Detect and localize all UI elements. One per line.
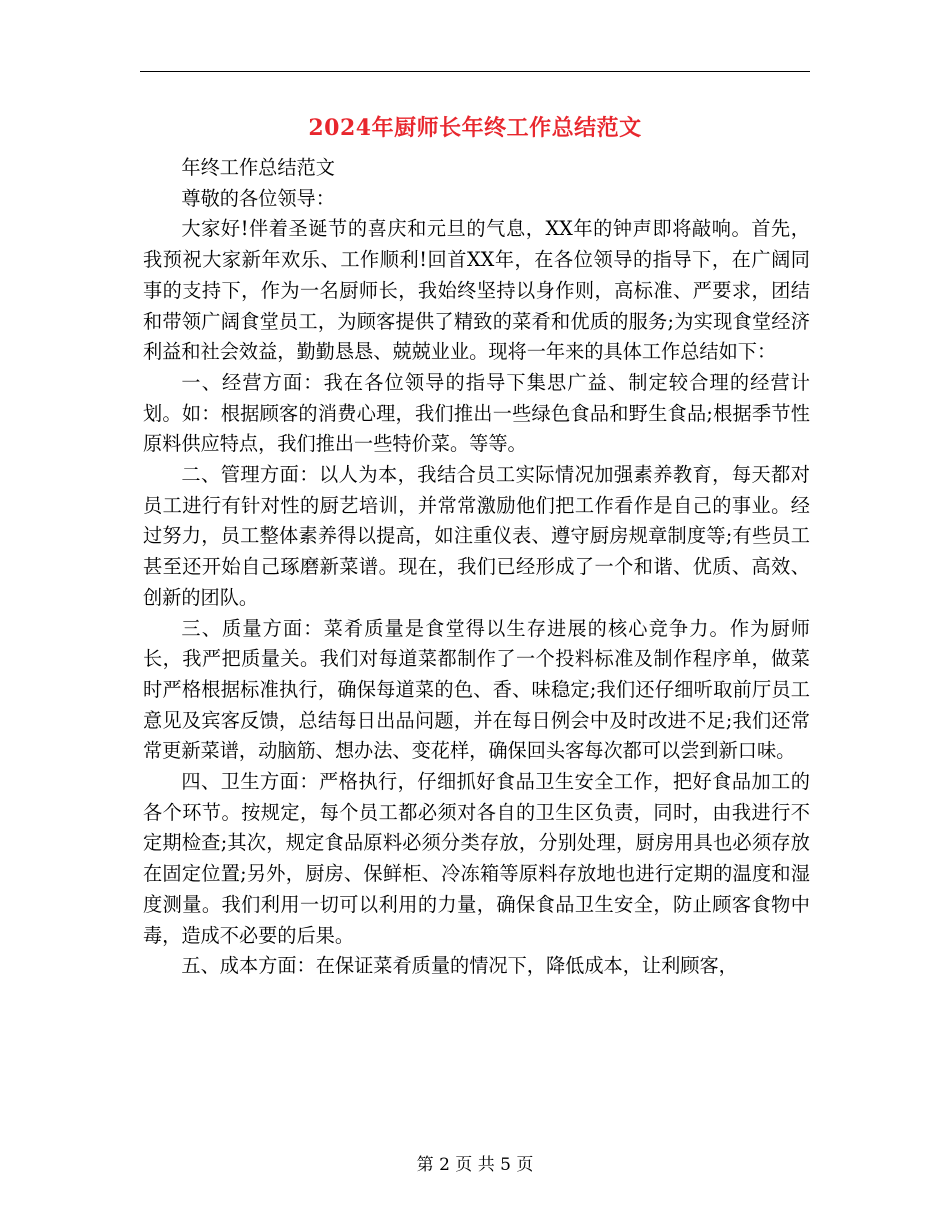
paragraph-heading: 年终工作总结范文 bbox=[181, 156, 335, 179]
page-number: 第 2 页 共 5 页 bbox=[416, 1155, 534, 1175]
paragraph-salutation: 尊敬的各位领导： bbox=[181, 186, 335, 210]
document-body bbox=[143, 153, 810, 982]
paragraph-intro: 大家好!伴着圣诞节的喜庆和元旦的气息，XX年的钟声即将敲响。首先，我预祝大家新年欢乐、工作顺利!回首XX年，在各位领导的指导下，在广阔同事的支持下，作为一名厨师长，我始终坚持以身作则，高标准、严要求，团结和带领广阔食堂员工，为顾客提供了精致的菜肴和优质的服务;为实现食堂经济利益和社会效益，勤勤恳恳、兢兢业业。现将一年来的具体工作总结如下： bbox=[143, 217, 810, 364]
header-rule bbox=[140, 71, 810, 72]
paragraph-hygiene: 四、卫生方面：严格执行，仔细抓好食品卫生安全工作，把好食品加工的各个环节。按规定，每个员工都必须对各自的卫生区负责，同时，由我进行不定期检查;其次，规定食品原料必须分类存放，分别处理，厨房用具也必须存放在固定位置;另外，厨房、保鲜柜、冷冻箱等原料存放地也进行定期的温度和湿度测量。我们利用一切可以利用的力量，确保食品卫生安全，防止顾客食物中毒，造成不必要的后果。 bbox=[143, 770, 810, 947]
paragraph-management: 二、管理方面：以人为本，我结合员工实际情况加强素养教育，每天都对员工进行有针对性的厨艺培训，并常常激励他们把工作看作是自己的事业。经过努力，员工整体素养得以提高，如注重仪表、遵守厨房规章制度等;有些员工甚至还开始自己琢磨新菜谱。现在，我们已经形成了一个和谐、优质、高效、创新的团队。 bbox=[143, 463, 810, 609]
document-title: 2024年厨师长年终工作总结范文 bbox=[308, 115, 642, 141]
paragraph-operations: 一、经营方面：我在各位领导的指导下集思广益、制定较合理的经营计划。如：根据顾客的消费心理，我们推出一些绿色食品和野生食品;根据季节性原料供应特点，我们推出一些特价菜。等等。 bbox=[143, 370, 810, 456]
paragraph-quality: 三、质量方面：菜肴质量是食堂得以生存进展的核心竞争力。作为厨师长，我严把质量关。我们对每道菜都制作了一个投料标准及制作程序单，做菜时严格根据标准执行，确保每道菜的色、香、味稳定;我们还仔细听取前厅员工意见及宾客反馈，总结每日出品问题，并在每日例会中及时改进不足;我们还常常更新菜谱，动脑筋、想办法、变花样，确保回头客每次都可以尝到新口味。 bbox=[143, 616, 810, 763]
paragraph-cost: 五、成本方面：在保证菜肴质量的情况下，降低成本，让利顾客， bbox=[181, 954, 738, 978]
